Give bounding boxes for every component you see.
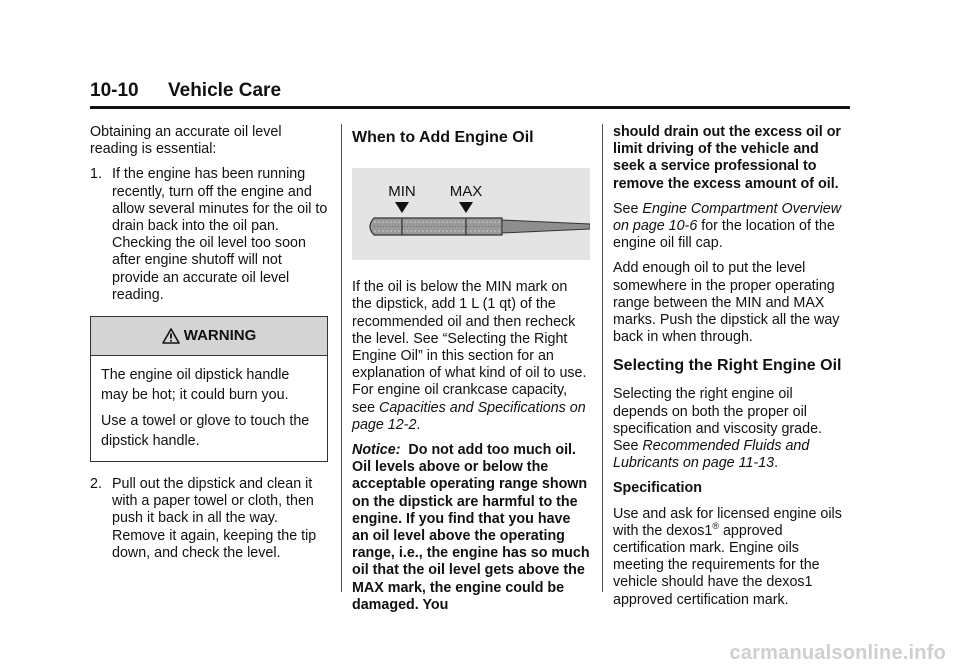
site-watermark: carmanualsonline.info — [729, 642, 946, 664]
warning-box — [90, 316, 328, 462]
cross-reference-link[interactable]: Recommended Fluids and Lubricants on page 11-13 — [613, 438, 810, 472]
section-heading: Selecting the Right Engine Oil — [613, 357, 842, 375]
add-oil-paragraph: Add enough oil to put the level somewhere in the proper operating range between the MIN and MAX marks. Push the dipstick all the way back in when through. — [613, 260, 840, 346]
column-1 — [90, 124, 328, 572]
paragraph-text: Use and ask for licensed engine oils with the dexos1 — [613, 505, 842, 539]
paragraph-text: approved certification mark. Engine oils meeting the requirements for the vehicle should have the dexos1 approved certification mark. — [613, 522, 820, 608]
step-1 — [90, 166, 328, 304]
warning-line: The engine oil dipstick handle may be hot; it could burn you. — [101, 367, 290, 404]
section-heading: When to Add Engine Oil — [352, 129, 534, 146]
notice-paragraph — [352, 442, 590, 614]
paragraph-text: If the oil is below the MIN mark on the dipstick, add 1 L (1 qt) of the recommended oil and then recheck the level. See “Selecting the Right Engine Oil” in this section for an explanation of what kind of oil to use. For engine oil crankcase capacity, see — [352, 279, 587, 416]
see-paragraph — [613, 201, 851, 253]
step-text: Pull out the dipstick and clean it with a paper towel or cloth, then push it back in all the way. Remove it again, keeping the tip down, and check the level. — [112, 476, 317, 561]
cross-reference-link[interactable]: Engine Compartment Overview on page 10-6 — [613, 200, 842, 235]
specification-paragraph — [613, 506, 851, 609]
paragraph-text: . — [774, 455, 779, 472]
step-number: 2. — [90, 476, 102, 493]
section-title: Vehicle Care — [168, 80, 282, 101]
cross-reference-link[interactable]: Capacities and Specifications on page 12-2 — [352, 399, 586, 433]
min-label: MIN — [388, 183, 416, 200]
paragraph-text: See — [613, 200, 643, 217]
paragraph-text: for the location of the engine oil fill cap. — [613, 218, 835, 252]
notice-text: Do not add too much oil. Oil levels above or below the acceptable operating range shown on the dipstick are harmful to the engine. If you find that you have an oil level above the operating range, i.e., the engine has so much oil that the oil level gets above the MAX mark, the engine could be damaged. You — [352, 442, 590, 613]
page-header — [90, 80, 850, 109]
selecting-paragraph — [613, 386, 851, 472]
column-divider — [341, 124, 342, 592]
column-3 — [613, 124, 851, 617]
paragraph-text: Selecting the right engine oil depends on both the proper oil specification and viscosity grade. See — [613, 386, 823, 455]
max-label: MAX — [449, 183, 483, 200]
paragraph-text: . — [416, 416, 421, 433]
warning-header — [91, 317, 327, 356]
column-2 — [352, 124, 590, 622]
registered-mark: ® — [712, 521, 719, 532]
notice-label: Notice: — [352, 442, 401, 459]
oil-below-min-paragraph — [352, 279, 590, 434]
intro-paragraph: Obtaining an accurate oil level reading is essential: — [90, 124, 282, 158]
page-number: 10-10 — [90, 80, 139, 101]
warning-body — [91, 356, 327, 461]
step-2 — [90, 476, 328, 562]
warning-triangle-icon — [162, 328, 180, 344]
subheading-specification: Specification — [613, 480, 702, 497]
notice-continued: should drain out the excess oil or limit driving of the vehicle and seek a service professional to remove the excess amount of oil. — [613, 124, 841, 192]
dipstick-illustration — [352, 168, 590, 260]
warning-line: Use a towel or glove to touch the dipstick handle. — [101, 413, 310, 450]
step-text: If the engine has been running recently, turn off the engine and allow several minutes for the oil to drain back into the oil pan. Checking the oil level too soon after engine shutoff will not provide an accurate oil level reading. — [112, 166, 328, 303]
column-divider — [602, 124, 603, 592]
step-number: 1. — [90, 166, 102, 183]
warning-title: WARNING — [183, 327, 257, 345]
